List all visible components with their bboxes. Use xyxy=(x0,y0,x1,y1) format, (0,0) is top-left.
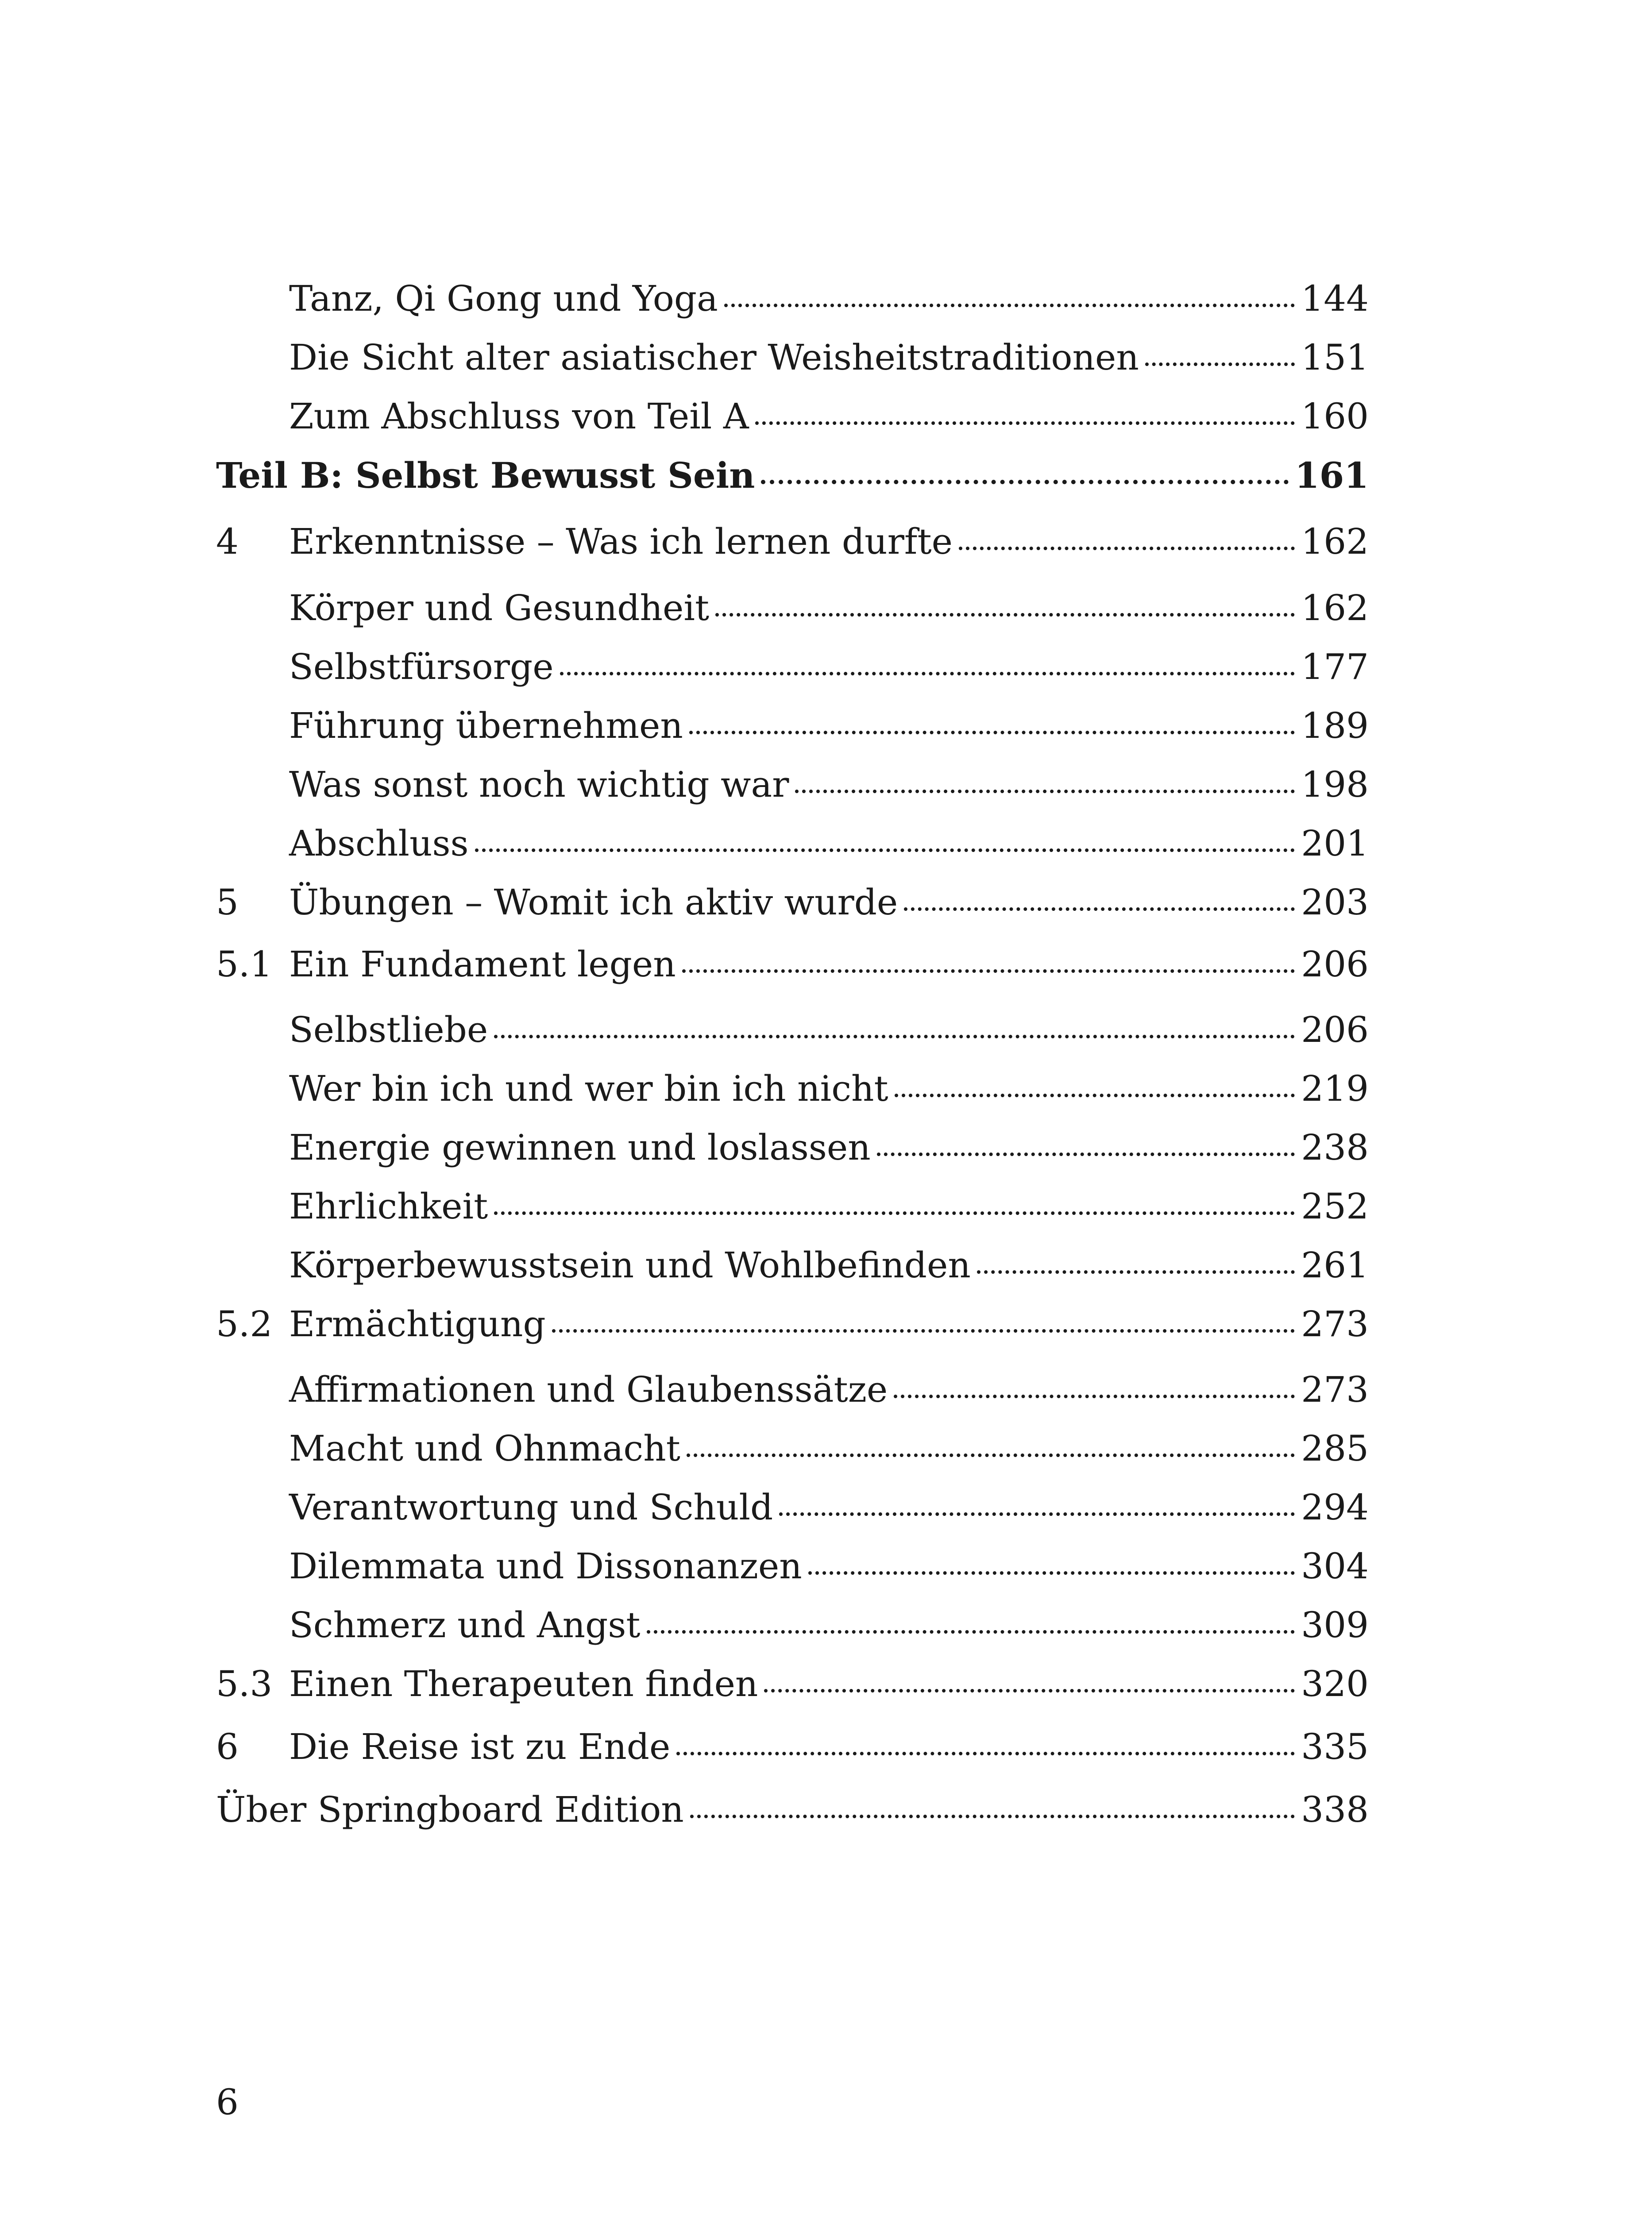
toc-entry[interactable] xyxy=(216,1538,1369,1595)
toc-entry-title: Selbstliebe xyxy=(289,1009,488,1050)
toc-entry-title: Körper und Gesundheit xyxy=(289,587,710,628)
toc-entry[interactable] xyxy=(216,1781,1369,1839)
toc-entry[interactable] xyxy=(216,756,1369,813)
dot-leader xyxy=(676,1716,1295,1755)
toc-entry[interactable] xyxy=(216,697,1369,755)
toc-entry-page: 335 xyxy=(1301,1726,1369,1767)
dot-leader xyxy=(761,444,1289,484)
toc-section[interactable] xyxy=(216,1295,1369,1353)
dot-leader xyxy=(779,1477,1295,1516)
dot-leader xyxy=(715,578,1295,617)
toc-entry-page: 219 xyxy=(1301,1068,1369,1109)
dot-leader xyxy=(894,1359,1295,1398)
toc-entry-page: 203 xyxy=(1301,882,1369,923)
toc-entry[interactable] xyxy=(216,1178,1369,1235)
toc-entry-number: 4 xyxy=(216,521,239,562)
dot-leader xyxy=(877,1117,1295,1156)
toc-chapter[interactable] xyxy=(216,874,1369,931)
toc-entry-title: Führung übernehmen xyxy=(289,705,683,746)
toc-entry-page: 285 xyxy=(1301,1428,1369,1469)
toc-entry-title: Übungen – Womit ich aktiv wurde xyxy=(289,882,898,923)
toc-entry[interactable] xyxy=(216,1420,1369,1477)
dot-leader xyxy=(808,1536,1295,1575)
toc-entry-page: 162 xyxy=(1301,521,1369,562)
dot-leader xyxy=(682,934,1295,973)
toc-entry-page: 206 xyxy=(1301,944,1369,985)
dot-leader xyxy=(755,386,1295,425)
dot-leader xyxy=(689,695,1295,734)
toc-entry[interactable] xyxy=(216,270,1369,328)
toc-entry-page: 151 xyxy=(1301,337,1369,378)
toc-entry-title: Teil B: Selbst Bewusst Sein xyxy=(216,455,755,496)
toc-chapter[interactable] xyxy=(216,513,1369,571)
dot-leader xyxy=(552,1294,1295,1333)
toc-entry[interactable] xyxy=(216,815,1369,872)
toc-entry-page: 189 xyxy=(1301,705,1369,746)
toc-entry-title: Ein Fundament legen xyxy=(289,944,676,985)
toc-entry-title: Zum Abschluss von Teil A xyxy=(289,396,749,437)
toc-entry-page: 273 xyxy=(1301,1303,1369,1345)
toc-entry-title: Dilemmata und Dissonanzen xyxy=(289,1546,802,1587)
toc-entry[interactable] xyxy=(216,1596,1369,1654)
toc-entry-page: 206 xyxy=(1301,1009,1369,1050)
dot-leader xyxy=(959,511,1295,550)
page-number: 6 xyxy=(216,2082,239,2123)
toc-entry-title: Körperbewusstsein und Wohlbefinden xyxy=(289,1245,971,1286)
toc-entry[interactable] xyxy=(216,1119,1369,1176)
toc-entry-title: Erkenntnisse – Was ich lernen durfte xyxy=(289,521,953,562)
toc-entry-page: 162 xyxy=(1301,587,1369,628)
toc-entry-page: 144 xyxy=(1301,278,1369,319)
toc-entry-page: 261 xyxy=(1301,1245,1369,1286)
dot-leader xyxy=(647,1595,1295,1634)
table-of-contents xyxy=(216,0,1369,1903)
toc-entry-title: Die Sicht alter asiatischer Weisheitstraditionen xyxy=(289,337,1139,378)
toc-entry-page: 338 xyxy=(1301,1789,1369,1830)
dot-leader xyxy=(560,636,1295,675)
toc-entry[interactable] xyxy=(216,1361,1369,1419)
toc-entry[interactable] xyxy=(216,579,1369,637)
toc-entry-title: Abschluss xyxy=(289,823,469,864)
dot-leader xyxy=(1145,327,1295,366)
toc-entry[interactable] xyxy=(216,329,1369,386)
dot-leader xyxy=(977,1235,1295,1274)
toc-entry-title: Verantwortung und Schuld xyxy=(289,1487,773,1528)
toc-entry[interactable] xyxy=(216,1237,1369,1294)
toc-entry-title: Ermächtigung xyxy=(289,1303,546,1345)
toc-entry-page: 273 xyxy=(1301,1369,1369,1410)
toc-entry-page: 309 xyxy=(1301,1604,1369,1646)
toc-entry-title: Einen Therapeuten finden xyxy=(289,1663,758,1704)
toc-entry[interactable] xyxy=(216,1479,1369,1536)
dot-leader xyxy=(895,1058,1295,1097)
toc-entry-title: Was sonst noch wichtig war xyxy=(289,764,789,805)
toc-entry-number: 5.2 xyxy=(216,1303,273,1345)
dot-leader xyxy=(690,1779,1295,1818)
toc-entry-title: Die Reise ist zu Ende xyxy=(289,1726,671,1767)
dot-leader xyxy=(687,1418,1295,1457)
toc-chapter[interactable] xyxy=(216,1718,1369,1776)
toc-entry[interactable] xyxy=(216,1001,1369,1059)
toc-entry[interactable] xyxy=(216,388,1369,445)
toc-entry-title: Über Springboard Edition xyxy=(216,1789,684,1830)
toc-entry-number: 5.1 xyxy=(216,944,273,985)
dot-leader xyxy=(724,268,1295,307)
toc-entry-title: Energie gewinnen und loslassen xyxy=(289,1127,871,1168)
toc-entry-page: 201 xyxy=(1301,823,1369,864)
dot-leader xyxy=(764,1654,1295,1693)
toc-entry-title: Schmerz und Angst xyxy=(289,1604,641,1646)
toc-entry-page: 304 xyxy=(1301,1546,1369,1587)
toc-entry-page: 320 xyxy=(1301,1663,1369,1704)
dot-leader xyxy=(904,872,1295,911)
toc-section[interactable] xyxy=(216,936,1369,993)
toc-entry-page: 177 xyxy=(1301,646,1369,687)
toc-entry-title: Macht und Ohnmacht xyxy=(289,1428,680,1469)
toc-entry-title: Wer bin ich und wer bin ich nicht xyxy=(289,1068,888,1109)
toc-entry-page: 161 xyxy=(1295,455,1369,496)
toc-entry-title: Affirmationen und Glaubenssätze xyxy=(289,1369,888,1410)
toc-entry-number: 5 xyxy=(216,882,239,923)
toc-entry-title: Selbstfürsorge xyxy=(289,646,554,687)
toc-entry-number: 6 xyxy=(216,1726,239,1767)
dot-leader xyxy=(795,754,1295,793)
toc-entry-page: 238 xyxy=(1301,1127,1369,1168)
dot-leader xyxy=(494,1176,1295,1215)
toc-entry[interactable] xyxy=(216,1060,1369,1118)
dot-leader xyxy=(494,999,1295,1038)
toc-entry-page: 294 xyxy=(1301,1487,1369,1528)
toc-entry[interactable] xyxy=(216,638,1369,696)
toc-entry-page: 198 xyxy=(1301,764,1369,805)
dot-leader xyxy=(475,813,1295,852)
toc-entry-title: Tanz, Qi Gong und Yoga xyxy=(289,278,718,319)
toc-section[interactable] xyxy=(216,1655,1369,1713)
toc-entry-number: 5.3 xyxy=(216,1663,273,1704)
toc-entry-title: Ehrlichkeit xyxy=(289,1186,488,1227)
toc-entry-page: 252 xyxy=(1301,1186,1369,1227)
toc-part-heading[interactable] xyxy=(216,447,1369,504)
toc-entry-page: 160 xyxy=(1301,396,1369,437)
